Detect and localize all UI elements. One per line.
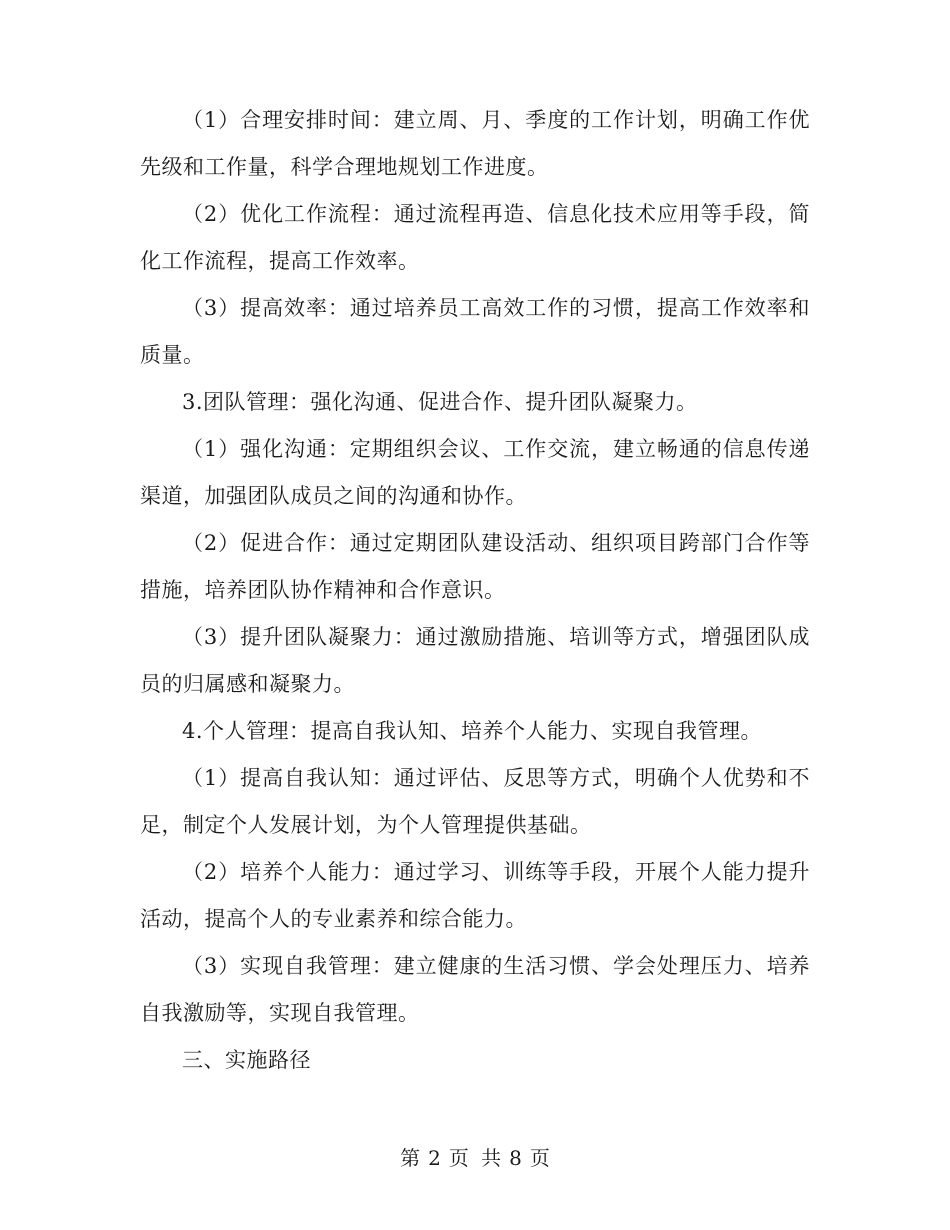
paragraph-optimize-workflow: （2）优化工作流程：通过流程再造、信息化技术应用等手段，简化工作流程，提高工作效率。	[140, 202, 810, 273]
paragraph-team-cohesion: （3）提升团队凝聚力：通过激励措施、培训等方式，增强团队成员的归属感和凝聚力。	[140, 625, 810, 696]
section-heading-implementation-path: 三、实施路径	[182, 1048, 311, 1072]
paragraph-time-arrangement: （1）合理安排时间：建立周、月、季度的工作计划，明确工作优先级和工作量，科学合理地规划工作进度。	[140, 108, 810, 179]
footer-suffix: 页	[529, 1146, 550, 1170]
paragraph-self-management: （3）实现自我管理：建立健康的生活习惯、学会处理压力、培养自我激励等，实现自我管理。	[140, 954, 810, 1025]
heading-personal-management: 4.个人管理：提高自我认知、培养个人能力、实现自我管理。	[182, 719, 763, 743]
footer-current-page: 2	[428, 1146, 441, 1170]
paragraph-promote-cooperation: （2）促进合作：通过定期团队建设活动、组织项目跨部门合作等措施，培养团队协作精神和合作意识。	[140, 531, 810, 602]
page-footer	[0, 1143, 950, 1173]
paragraph-improve-efficiency: （3）提高效率：通过培养员工高效工作的习惯，提高工作效率和质量。	[140, 296, 810, 367]
footer-total-pages: 8	[509, 1146, 522, 1170]
paragraph-strengthen-communication: （1）强化沟通：定期组织会议、工作交流，建立畅通的信息传递渠道，加强团队成员之间的沟通和协作。	[140, 437, 810, 508]
paragraph-self-awareness: （1）提高自我认知：通过评估、反思等方式，明确个人优势和不足，制定个人发展计划，为个人管理提供基础。	[140, 766, 810, 837]
document-body	[140, 97, 810, 1084]
heading-team-management: 3.团队管理：强化沟通、促进合作、提升团队凝聚力。	[182, 390, 698, 414]
paragraph-personal-ability: （2）培养个人能力：通过学习、训练等手段，开展个人能力提升活动，提高个人的专业素养和综合能力。	[140, 860, 810, 931]
footer-mid: 页 共	[448, 1146, 502, 1170]
footer-prefix: 第	[400, 1146, 421, 1170]
